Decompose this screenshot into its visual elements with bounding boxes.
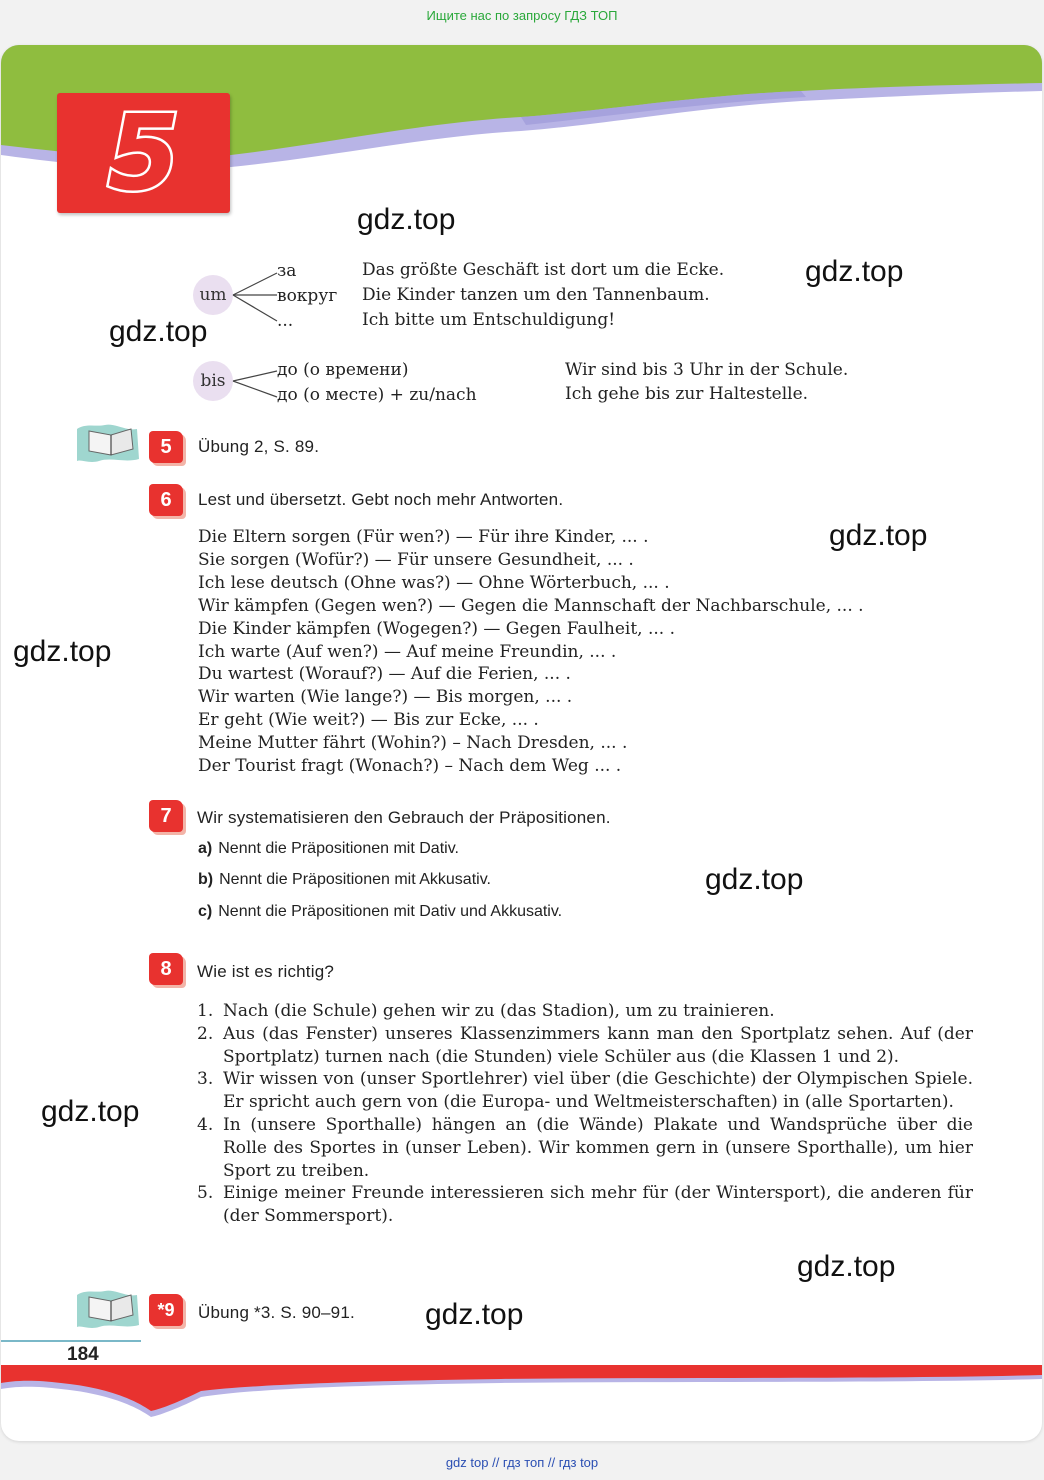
watermark: gdz.top (425, 1298, 524, 1331)
um-bubble: um (193, 275, 233, 315)
exercise-7-instruction: Wir systematisieren den Gebrauch der Präpositionen. (197, 808, 611, 827)
exercise-7-badge: 7 (149, 800, 183, 832)
watermark: gdz.top (41, 1095, 140, 1128)
exercise-5-text: Übung 2, S. 89. (198, 437, 320, 456)
watermark: gdz.top (109, 315, 208, 348)
bis-example: Wir sind bis 3 Uhr in der Schule. (565, 360, 849, 380)
list-item: Der Tourist fragt (Wonach?) – Nach dem Weg ... . (198, 756, 622, 777)
list-item: Wir kämpfen (Gegen wen?) — Gegen die Mannschaft der Nachbarschule, ... . (198, 595, 864, 616)
list-item: Er geht (Wie weit?) — Bis zur Ecke, ... . (198, 710, 539, 731)
list-item: Wir warten (Wie lange?) — Bis morgen, ... . (198, 687, 573, 708)
exercise-8-instruction: Wie ist es richtig? (197, 962, 335, 981)
chapter-badge (57, 93, 230, 213)
um-example: Die Kinder tanzen um den Tannenbaum. (362, 285, 710, 305)
exercise-5-badge: 5 (149, 431, 183, 463)
list-item: 5. Einige meiner Freunde interessieren sich mehr für (der Wintersport), die anderen für (der Sommersport). (197, 1183, 973, 1227)
exercise-6-instruction: Lest und übersetzt. Gebt noch mehr Antworten. (198, 490, 564, 509)
watermark: gdz.top (705, 863, 804, 896)
um-meaning: вокруг (277, 286, 338, 306)
um-branch-lines (229, 267, 281, 327)
list-item: 4. In (unsere Sporthalle) hängen an (die Wände) Plakate und Wandsprüche über die Rolle des Sportes in (unser Leben). Wir kommen gern in (unsere Sporthalle), um hier Sport zu treiben. (197, 1114, 973, 1181)
chapter-number: 5 (107, 92, 180, 214)
watermark: gdz.top (829, 519, 928, 552)
exercise-7-item: c) Nennt die Präpositionen mit Dativ und Akkusativ. (198, 903, 563, 920)
footer-band (1, 1345, 1042, 1441)
list-item: Sie sorgen (Wofür?) — Für unsere Gesundheit, ... . (198, 549, 634, 570)
list-item: Meine Mutter fährt (Wohin?) – Nach Dresden, ... . (198, 733, 628, 754)
exercise-8-list (197, 1000, 973, 1228)
footer-divider (1, 1340, 141, 1342)
watermark: gdz.top (805, 255, 904, 288)
exercise-6-badge: 6 (149, 484, 183, 516)
list-item: Ich lese deutsch (Ohne was?) — Ohne Wörterbuch, ... . (198, 572, 670, 593)
exercise-6-lines (198, 526, 864, 778)
bottom-banner: gdz top // гдз топ // гдз top (445, 1455, 599, 1470)
exercise-9-badge: *9 (149, 1294, 183, 1326)
watermark: gdz.top (797, 1250, 896, 1283)
bis-example: Ich gehe bis zur Haltestelle. (565, 384, 809, 404)
list-item: 1. Nach (die Schule) gehen wir zu (das Stadion), um zu trainieren. (197, 1001, 775, 1021)
um-meaning: ... (277, 311, 294, 331)
list-item: Die Eltern sorgen (Für wen?) — Für ihre Kinder, ... . (198, 527, 649, 547)
exercise-7-item: a) Nennt die Präpositionen mit Dativ. (198, 840, 459, 857)
list-item: Ich warte (Auf wen?) — Auf meine Freundin, ... . (198, 641, 617, 662)
list-item: 2. Aus (das Fenster) unseres Klassenzimmers kann man den Sportplatz sehen. Auf (der Sportplatz) turnen nach (die Stunden) viele Schüler aus (die Klassen 1 und 2). (197, 1023, 973, 1067)
exercise-8-badge: 8 (149, 953, 183, 985)
textbook-page (1, 45, 1042, 1441)
exercise-7-item: b) Nennt die Präpositionen mit Akkusativ. (198, 871, 491, 888)
list-item: Die Kinder kämpfen (Wogegen?) — Gegen Faulheit, ... . (198, 618, 676, 639)
bis-branch-lines (229, 363, 281, 407)
watermark: gdz.top (357, 203, 456, 236)
watermark: gdz.top (13, 635, 112, 668)
bis-meaning: до (о времени) (277, 360, 409, 380)
list-item: Du wartest (Worauf?) — Auf die Ferien, ... . (198, 664, 571, 685)
top-banner: Ищите нас по запросу ГДЗ ТОП (426, 8, 618, 23)
um-example: Das größte Geschäft ist dort um die Ecke. (362, 260, 725, 280)
um-example: Ich bitte um Entschuldigung! (362, 310, 616, 330)
page-number: 184 (67, 1344, 99, 1365)
bis-meaning: до (о месте) + zu/nach (277, 385, 477, 405)
book-icon (75, 1285, 141, 1333)
book-icon (75, 419, 141, 467)
bis-bubble: bis (193, 361, 233, 401)
um-meaning: за (277, 261, 297, 281)
exercise-9-text: Übung *3. S. 90–91. (198, 1303, 355, 1322)
list-item: 3. Wir wissen von (unser Sportlehrer) viel über (die Geschichte) der Olympischen Spiele. Er spricht auch gern von (die Europa- und Weltmeisterschaften) in (alle Sportarten). (197, 1069, 973, 1113)
